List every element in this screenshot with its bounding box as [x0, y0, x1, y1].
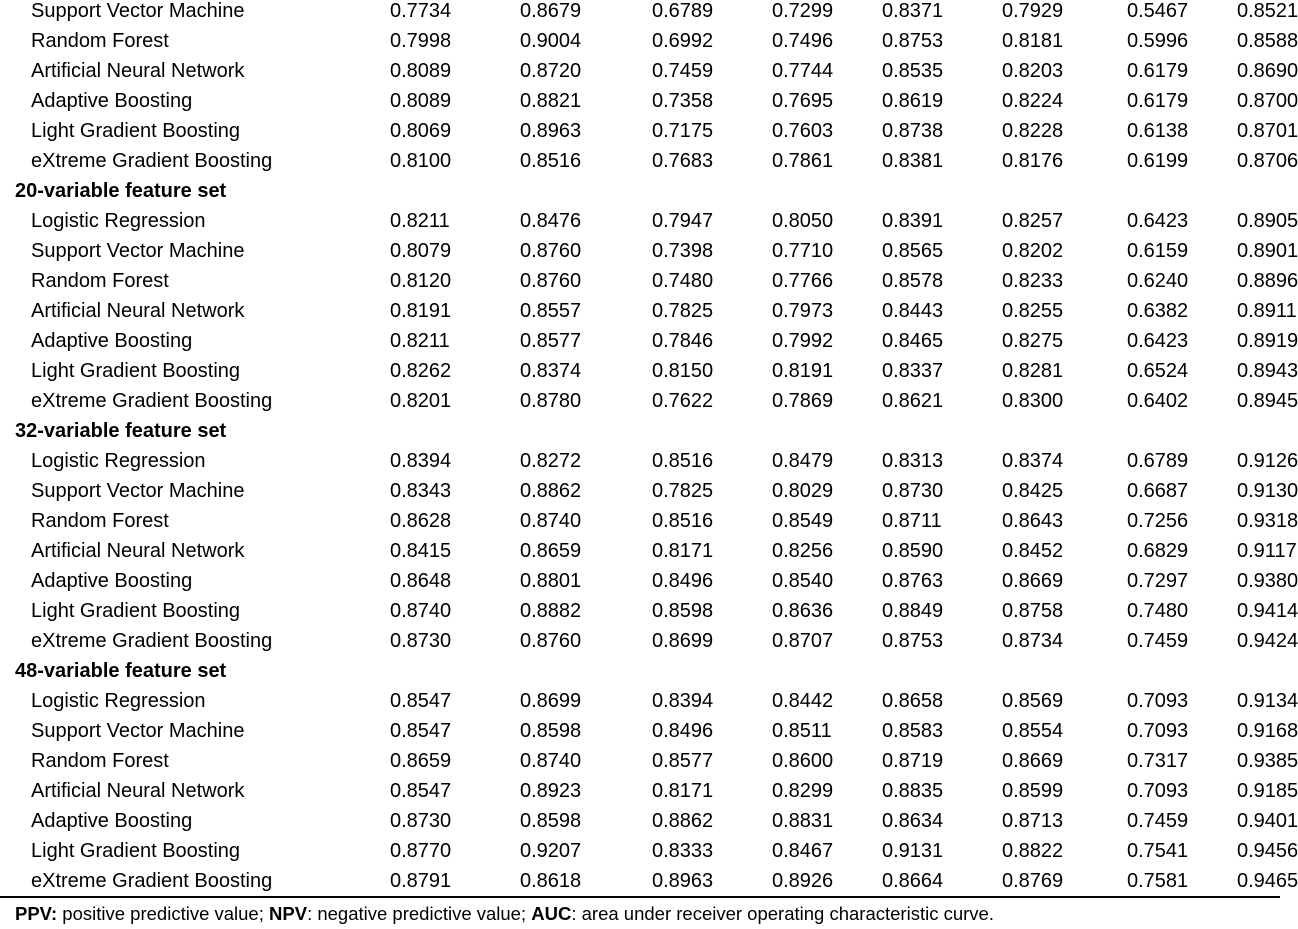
metric-value-cell: 0.7683: [652, 150, 714, 172]
footnote-ppv-abbr: PPV:: [15, 903, 58, 924]
metric-value-cell: 0.8191: [390, 300, 452, 322]
metric-value-cell: 0.8720: [520, 60, 582, 82]
metric-value-cell: 0.5467: [1127, 0, 1189, 22]
metric-value-cell: 0.8822: [1002, 840, 1064, 862]
metric-value-cell: 0.8120: [390, 270, 452, 292]
metric-value-cell: 0.8770: [390, 840, 452, 862]
metric-value-cell: 0.8516: [520, 150, 582, 172]
table-row: [0, 746, 1280, 776]
table-row: [0, 596, 1280, 626]
model-name-cell: Adaptive Boosting: [31, 570, 193, 592]
table-row: [0, 566, 1280, 596]
metric-value-cell: 0.7734: [390, 0, 452, 22]
metric-value-cell: 0.7496: [772, 30, 834, 52]
metric-value-cell: 0.8391: [882, 210, 944, 232]
metric-value-cell: 0.6524: [1127, 360, 1189, 382]
metric-value-cell: 0.7093: [1127, 690, 1189, 712]
feature-set-label: 48-variable feature set: [15, 660, 227, 682]
metric-value-cell: 0.8578: [882, 270, 944, 292]
model-name-cell: Adaptive Boosting: [31, 90, 193, 112]
table-row: [0, 206, 1280, 236]
model-name-cell: Light Gradient Boosting: [31, 840, 241, 862]
metric-value-cell: 0.8476: [520, 210, 582, 232]
metric-value-cell: 0.8394: [390, 450, 452, 472]
metric-value-cell: 0.7299: [772, 0, 834, 22]
footnote-auc-text: : area under receiver operating characteristic curve.: [571, 903, 994, 924]
metric-value-cell: 0.8679: [520, 0, 582, 22]
metric-value-cell: 0.8643: [1002, 510, 1064, 532]
metric-value-cell: 0.8343: [390, 480, 452, 502]
metric-value-cell: 0.8821: [520, 90, 582, 112]
model-name-cell: Logistic Regression: [31, 450, 206, 472]
metric-value-cell: 0.7581: [1127, 870, 1189, 892]
metric-value-cell: 0.6240: [1127, 270, 1189, 292]
metric-value-cell: 0.8516: [652, 510, 714, 532]
metric-value-cell: 0.7998: [390, 30, 452, 52]
metric-value-cell: 0.7603: [772, 120, 834, 142]
metric-value-cell: 0.8313: [882, 450, 944, 472]
metric-value-cell: 0.7973: [772, 300, 834, 322]
table-row: [0, 0, 1280, 26]
metric-value-cell: 0.8281: [1002, 360, 1064, 382]
metric-value-cell: 0.8569: [1002, 690, 1064, 712]
metric-value-cell: 0.8590: [882, 540, 944, 562]
model-name-cell: Logistic Regression: [31, 690, 206, 712]
metric-value-cell: 0.6687: [1127, 480, 1189, 502]
metric-value-cell: 0.8203: [1002, 60, 1064, 82]
metric-value-cell: 0.8069: [390, 120, 452, 142]
metric-value-cell: 0.8588: [1237, 30, 1298, 52]
metric-value-cell: 0.8730: [390, 630, 452, 652]
metric-value-cell: 0.9134: [1237, 690, 1298, 712]
table-row: [0, 146, 1280, 176]
model-name-cell: Light Gradient Boosting: [31, 600, 241, 622]
metric-value-cell: 0.8233: [1002, 270, 1064, 292]
metric-value-cell: 0.8669: [1002, 750, 1064, 772]
metric-value-cell: 0.9185: [1237, 780, 1298, 802]
model-name-cell: Artificial Neural Network: [31, 60, 245, 82]
metric-value-cell: 0.8256: [772, 540, 834, 562]
metric-value-cell: 0.8706: [1237, 150, 1298, 172]
table-row: [0, 626, 1280, 656]
metric-value-cell: 0.7825: [652, 300, 714, 322]
table-row: [0, 446, 1280, 476]
metric-value-cell: 0.8659: [390, 750, 452, 772]
metric-value-cell: 0.8701: [1237, 120, 1298, 142]
table-row: [0, 716, 1280, 746]
table-row: [0, 686, 1280, 716]
metric-value-cell: 0.8079: [390, 240, 452, 262]
metric-value-cell: 0.7459: [1127, 630, 1189, 652]
metric-value-cell: 0.8300: [1002, 390, 1064, 412]
model-name-cell: Artificial Neural Network: [31, 300, 245, 322]
table-footnote: [15, 899, 994, 929]
metric-value-cell: 0.8191: [772, 360, 834, 382]
metric-value-cell: 0.8780: [520, 390, 582, 412]
feature-set-header-row: [0, 656, 1280, 686]
metric-value-cell: 0.5996: [1127, 30, 1189, 52]
metric-value-cell: 0.8577: [520, 330, 582, 352]
metric-value-cell: 0.8831: [772, 810, 834, 832]
metric-value-cell: 0.8496: [652, 720, 714, 742]
metric-value-cell: 0.8659: [520, 540, 582, 562]
metric-value-cell: 0.9465: [1237, 870, 1298, 892]
footnote-auc-abbr: AUC: [531, 903, 572, 924]
metric-value-cell: 0.9318: [1237, 510, 1298, 532]
metric-value-cell: 0.8565: [882, 240, 944, 262]
metric-value-cell: 0.8598: [520, 810, 582, 832]
metric-value-cell: 0.8911: [1237, 300, 1297, 322]
metric-value-cell: 0.7929: [1002, 0, 1064, 22]
metric-value-cell: 0.8257: [1002, 210, 1064, 232]
metric-value-cell: 0.9168: [1237, 720, 1298, 742]
feature-set-header-row: [0, 176, 1280, 206]
metric-value-cell: 0.8299: [772, 780, 834, 802]
metric-value-cell: 0.7695: [772, 90, 834, 112]
metric-value-cell: 0.8371: [882, 0, 944, 22]
metric-value-cell: 0.8050: [772, 210, 834, 232]
metric-value-cell: 0.9126: [1237, 450, 1298, 472]
model-name-cell: Light Gradient Boosting: [31, 120, 241, 142]
metric-value-cell: 0.8228: [1002, 120, 1064, 142]
metric-value-cell: 0.8337: [882, 360, 944, 382]
model-name-cell: eXtreme Gradient Boosting: [31, 150, 273, 172]
footnote-npv-abbr: NPV: [269, 903, 308, 924]
metric-value-cell: 0.7459: [652, 60, 714, 82]
metric-value-cell: 0.8333: [652, 840, 714, 862]
metric-value-cell: 0.8202: [1002, 240, 1064, 262]
metric-value-cell: 0.8442: [772, 690, 834, 712]
table-row: [0, 26, 1280, 56]
metric-value-cell: 0.8467: [772, 840, 834, 862]
metric-value-cell: 0.8171: [652, 540, 714, 562]
model-name-cell: Support Vector Machine: [31, 0, 245, 22]
metric-value-cell: 0.8600: [772, 750, 834, 772]
metric-value-cell: 0.8516: [652, 450, 714, 472]
metric-value-cell: 0.7541: [1127, 840, 1189, 862]
model-name-cell: Adaptive Boosting: [31, 810, 193, 832]
table-row: [0, 266, 1280, 296]
metric-value-cell: 0.9385: [1237, 750, 1298, 772]
metric-value-cell: 0.8150: [652, 360, 714, 382]
metric-value-cell: 0.8224: [1002, 90, 1064, 112]
metric-value-cell: 0.8547: [390, 690, 452, 712]
metric-value-cell: 0.8465: [882, 330, 944, 352]
metric-value-cell: 0.9131: [882, 840, 944, 862]
model-name-cell: Artificial Neural Network: [31, 780, 245, 802]
metric-value-cell: 0.8374: [520, 360, 582, 382]
metric-value-cell: 0.6829: [1127, 540, 1189, 562]
metric-value-cell: 0.9401: [1237, 810, 1298, 832]
metric-value-cell: 0.8425: [1002, 480, 1064, 502]
metric-value-cell: 0.8738: [882, 120, 944, 142]
metric-value-cell: 0.7766: [772, 270, 834, 292]
metric-value-cell: 0.8598: [520, 720, 582, 742]
metric-value-cell: 0.8511: [772, 720, 832, 742]
metric-value-cell: 0.8923: [520, 780, 582, 802]
footnote-ppv-text: positive predictive value;: [57, 903, 270, 924]
table-row: [0, 836, 1280, 866]
metric-value-cell: 0.9380: [1237, 570, 1298, 592]
metric-value-cell: 0.8801: [520, 570, 582, 592]
metric-value-cell: 0.7256: [1127, 510, 1189, 532]
metric-value-cell: 0.8374: [1002, 450, 1064, 472]
model-name-cell: eXtreme Gradient Boosting: [31, 870, 273, 892]
metric-value-cell: 0.6992: [652, 30, 714, 52]
metric-value-cell: 0.8699: [652, 630, 714, 652]
metric-value-cell: 0.7710: [772, 240, 834, 262]
metric-value-cell: 0.8730: [390, 810, 452, 832]
metric-value-cell: 0.8740: [520, 750, 582, 772]
metric-value-cell: 0.8963: [520, 120, 582, 142]
metric-value-cell: 0.8535: [882, 60, 944, 82]
metric-value-cell: 0.9004: [520, 30, 582, 52]
metric-value-cell: 0.7297: [1127, 570, 1189, 592]
table-row: [0, 236, 1280, 266]
metric-value-cell: 0.8554: [1002, 720, 1064, 742]
metric-value-cell: 0.8583: [882, 720, 944, 742]
metric-value-cell: 0.6789: [652, 0, 714, 22]
metric-value-cell: 0.8753: [882, 30, 944, 52]
metric-value-cell: 0.6402: [1127, 390, 1189, 412]
metric-value-cell: 0.8963: [652, 870, 714, 892]
metric-value-cell: 0.8882: [520, 600, 582, 622]
table-row: [0, 476, 1280, 506]
metric-value-cell: 0.7992: [772, 330, 834, 352]
table-row: [0, 326, 1280, 356]
metric-value-cell: 0.8381: [882, 150, 944, 172]
metric-value-cell: 0.8740: [390, 600, 452, 622]
metric-value-cell: 0.7480: [1127, 600, 1189, 622]
metric-value-cell: 0.8664: [882, 870, 944, 892]
metric-value-cell: 0.8540: [772, 570, 834, 592]
metric-value-cell: 0.9130: [1237, 480, 1298, 502]
metric-value-cell: 0.8943: [1237, 360, 1298, 382]
metric-value-cell: 0.8926: [772, 870, 834, 892]
metric-value-cell: 0.8905: [1237, 210, 1298, 232]
metric-value-cell: 0.8452: [1002, 540, 1064, 562]
metric-value-cell: 0.8628: [390, 510, 452, 532]
metric-value-cell: 0.7947: [652, 210, 714, 232]
metric-value-cell: 0.6179: [1127, 90, 1189, 112]
metric-value-cell: 0.8272: [520, 450, 582, 472]
metric-value-cell: 0.9414: [1237, 600, 1298, 622]
metric-value-cell: 0.8896: [1237, 270, 1298, 292]
table-row: [0, 116, 1280, 146]
metric-value-cell: 0.8176: [1002, 150, 1064, 172]
metric-value-cell: 0.8619: [882, 90, 944, 112]
metric-value-cell: 0.8648: [390, 570, 452, 592]
table-row: [0, 86, 1280, 116]
model-name-cell: Artificial Neural Network: [31, 540, 245, 562]
metric-value-cell: 0.8753: [882, 630, 944, 652]
metric-value-cell: 0.8547: [390, 720, 452, 742]
metric-value-cell: 0.8211: [390, 330, 450, 352]
metric-value-cell: 0.7622: [652, 390, 714, 412]
metric-value-cell: 0.8275: [1002, 330, 1064, 352]
metric-value-cell: 0.8760: [520, 630, 582, 652]
model-name-cell: Random Forest: [31, 510, 169, 532]
metric-value-cell: 0.9117: [1237, 540, 1297, 562]
metric-value-cell: 0.8849: [882, 600, 944, 622]
metric-value-cell: 0.8598: [652, 600, 714, 622]
model-name-cell: Random Forest: [31, 750, 169, 772]
metric-value-cell: 0.8769: [1002, 870, 1064, 892]
metric-value-cell: 0.8599: [1002, 780, 1064, 802]
metric-value-cell: 0.8711: [882, 510, 942, 532]
metric-value-cell: 0.8443: [882, 300, 944, 322]
metric-value-cell: 0.7861: [772, 150, 834, 172]
table-row: [0, 806, 1280, 836]
metric-value-cell: 0.7358: [652, 90, 714, 112]
table-row: [0, 506, 1280, 536]
metric-value-cell: 0.8634: [882, 810, 944, 832]
metric-value-cell: 0.8700: [1237, 90, 1298, 112]
metric-value-cell: 0.8901: [1237, 240, 1298, 262]
metric-value-cell: 0.7317: [1127, 750, 1189, 772]
metric-value-cell: 0.8557: [520, 300, 582, 322]
feature-set-label: 32-variable feature set: [15, 420, 227, 442]
metric-value-cell: 0.8658: [882, 690, 944, 712]
metric-value-cell: 0.8862: [520, 480, 582, 502]
metric-value-cell: 0.6159: [1127, 240, 1189, 262]
footnote-npv-text: : negative predictive value;: [307, 903, 532, 924]
metric-value-cell: 0.6423: [1127, 330, 1189, 352]
metric-value-cell: 0.8713: [1002, 810, 1064, 832]
metric-value-cell: 0.9456: [1237, 840, 1298, 862]
table-row: [0, 536, 1280, 566]
metric-value-cell: 0.7093: [1127, 720, 1189, 742]
metric-value-cell: 0.8760: [520, 270, 582, 292]
metric-value-cell: 0.6138: [1127, 120, 1189, 142]
table-row: [0, 356, 1280, 386]
metric-value-cell: 0.8394: [652, 690, 714, 712]
table-bottom-rule: [0, 896, 1280, 898]
metric-value-cell: 0.6382: [1127, 300, 1189, 322]
table-row: [0, 56, 1280, 86]
table-row: [0, 776, 1280, 806]
metric-value-cell: 0.8621: [882, 390, 944, 412]
metric-value-cell: 0.8730: [882, 480, 944, 502]
metric-value-cell: 0.6423: [1127, 210, 1189, 232]
metric-value-cell: 0.9424: [1237, 630, 1298, 652]
metric-value-cell: 0.8547: [390, 780, 452, 802]
metric-value-cell: 0.8760: [520, 240, 582, 262]
metric-value-cell: 0.8791: [390, 870, 452, 892]
metric-value-cell: 0.8763: [882, 570, 944, 592]
model-name-cell: eXtreme Gradient Boosting: [31, 390, 273, 412]
metric-value-cell: 0.8496: [652, 570, 714, 592]
metric-value-cell: 0.8089: [390, 60, 452, 82]
metric-value-cell: 0.8211: [390, 210, 450, 232]
metric-value-cell: 0.8262: [390, 360, 452, 382]
metric-value-cell: 0.8719: [882, 750, 944, 772]
metric-value-cell: 0.7846: [652, 330, 714, 352]
table-row: [0, 296, 1280, 326]
metric-value-cell: 0.8835: [882, 780, 944, 802]
metric-value-cell: 0.7175: [652, 120, 714, 142]
table-row: [0, 866, 1280, 896]
model-name-cell: Adaptive Boosting: [31, 330, 193, 352]
metric-value-cell: 0.8415: [390, 540, 452, 562]
metric-value-cell: 0.8171: [652, 780, 714, 802]
metric-value-cell: 0.7398: [652, 240, 714, 262]
metric-value-cell: 0.8919: [1237, 330, 1298, 352]
metric-value-cell: 0.8669: [1002, 570, 1064, 592]
metric-value-cell: 0.8699: [520, 690, 582, 712]
metric-value-cell: 0.8255: [1002, 300, 1064, 322]
model-name-cell: Logistic Regression: [31, 210, 206, 232]
feature-set-header-row: [0, 416, 1280, 446]
metric-value-cell: 0.7459: [1127, 810, 1189, 832]
metric-value-cell: 0.8029: [772, 480, 834, 502]
feature-set-label: 20-variable feature set: [15, 180, 227, 202]
metric-value-cell: 0.8549: [772, 510, 834, 532]
model-name-cell: Light Gradient Boosting: [31, 360, 241, 382]
model-name-cell: Support Vector Machine: [31, 480, 245, 502]
metric-value-cell: 0.8690: [1237, 60, 1298, 82]
model-name-cell: Support Vector Machine: [31, 240, 245, 262]
metric-value-cell: 0.7093: [1127, 780, 1189, 802]
model-name-cell: Support Vector Machine: [31, 720, 245, 742]
metric-value-cell: 0.8577: [652, 750, 714, 772]
model-name-cell: Random Forest: [31, 270, 169, 292]
metric-value-cell: 0.9207: [520, 840, 582, 862]
metric-value-cell: 0.8201: [390, 390, 452, 412]
metric-value-cell: 0.8734: [1002, 630, 1064, 652]
metric-value-cell: 0.8100: [390, 150, 452, 172]
metric-value-cell: 0.7744: [772, 60, 834, 82]
metric-value-cell: 0.8740: [520, 510, 582, 532]
model-name-cell: eXtreme Gradient Boosting: [31, 630, 273, 652]
metric-value-cell: 0.8479: [772, 450, 834, 472]
model-name-cell: Random Forest: [31, 30, 169, 52]
metric-value-cell: 0.8618: [520, 870, 582, 892]
table-row: [0, 386, 1280, 416]
metric-value-cell: 0.7869: [772, 390, 834, 412]
metric-value-cell: 0.8945: [1237, 390, 1298, 412]
metric-value-cell: 0.8636: [772, 600, 834, 622]
metric-value-cell: 0.8089: [390, 90, 452, 112]
metric-value-cell: 0.6789: [1127, 450, 1189, 472]
metric-value-cell: 0.6199: [1127, 150, 1189, 172]
metric-value-cell: 0.8707: [772, 630, 834, 652]
metric-value-cell: 0.8521: [1237, 0, 1298, 22]
metric-value-cell: 0.7480: [652, 270, 714, 292]
metric-value-cell: 0.8862: [652, 810, 714, 832]
metric-value-cell: 0.8758: [1002, 600, 1064, 622]
metric-value-cell: 0.7825: [652, 480, 714, 502]
metric-value-cell: 0.6179: [1127, 60, 1189, 82]
metric-value-cell: 0.8181: [1002, 30, 1064, 52]
